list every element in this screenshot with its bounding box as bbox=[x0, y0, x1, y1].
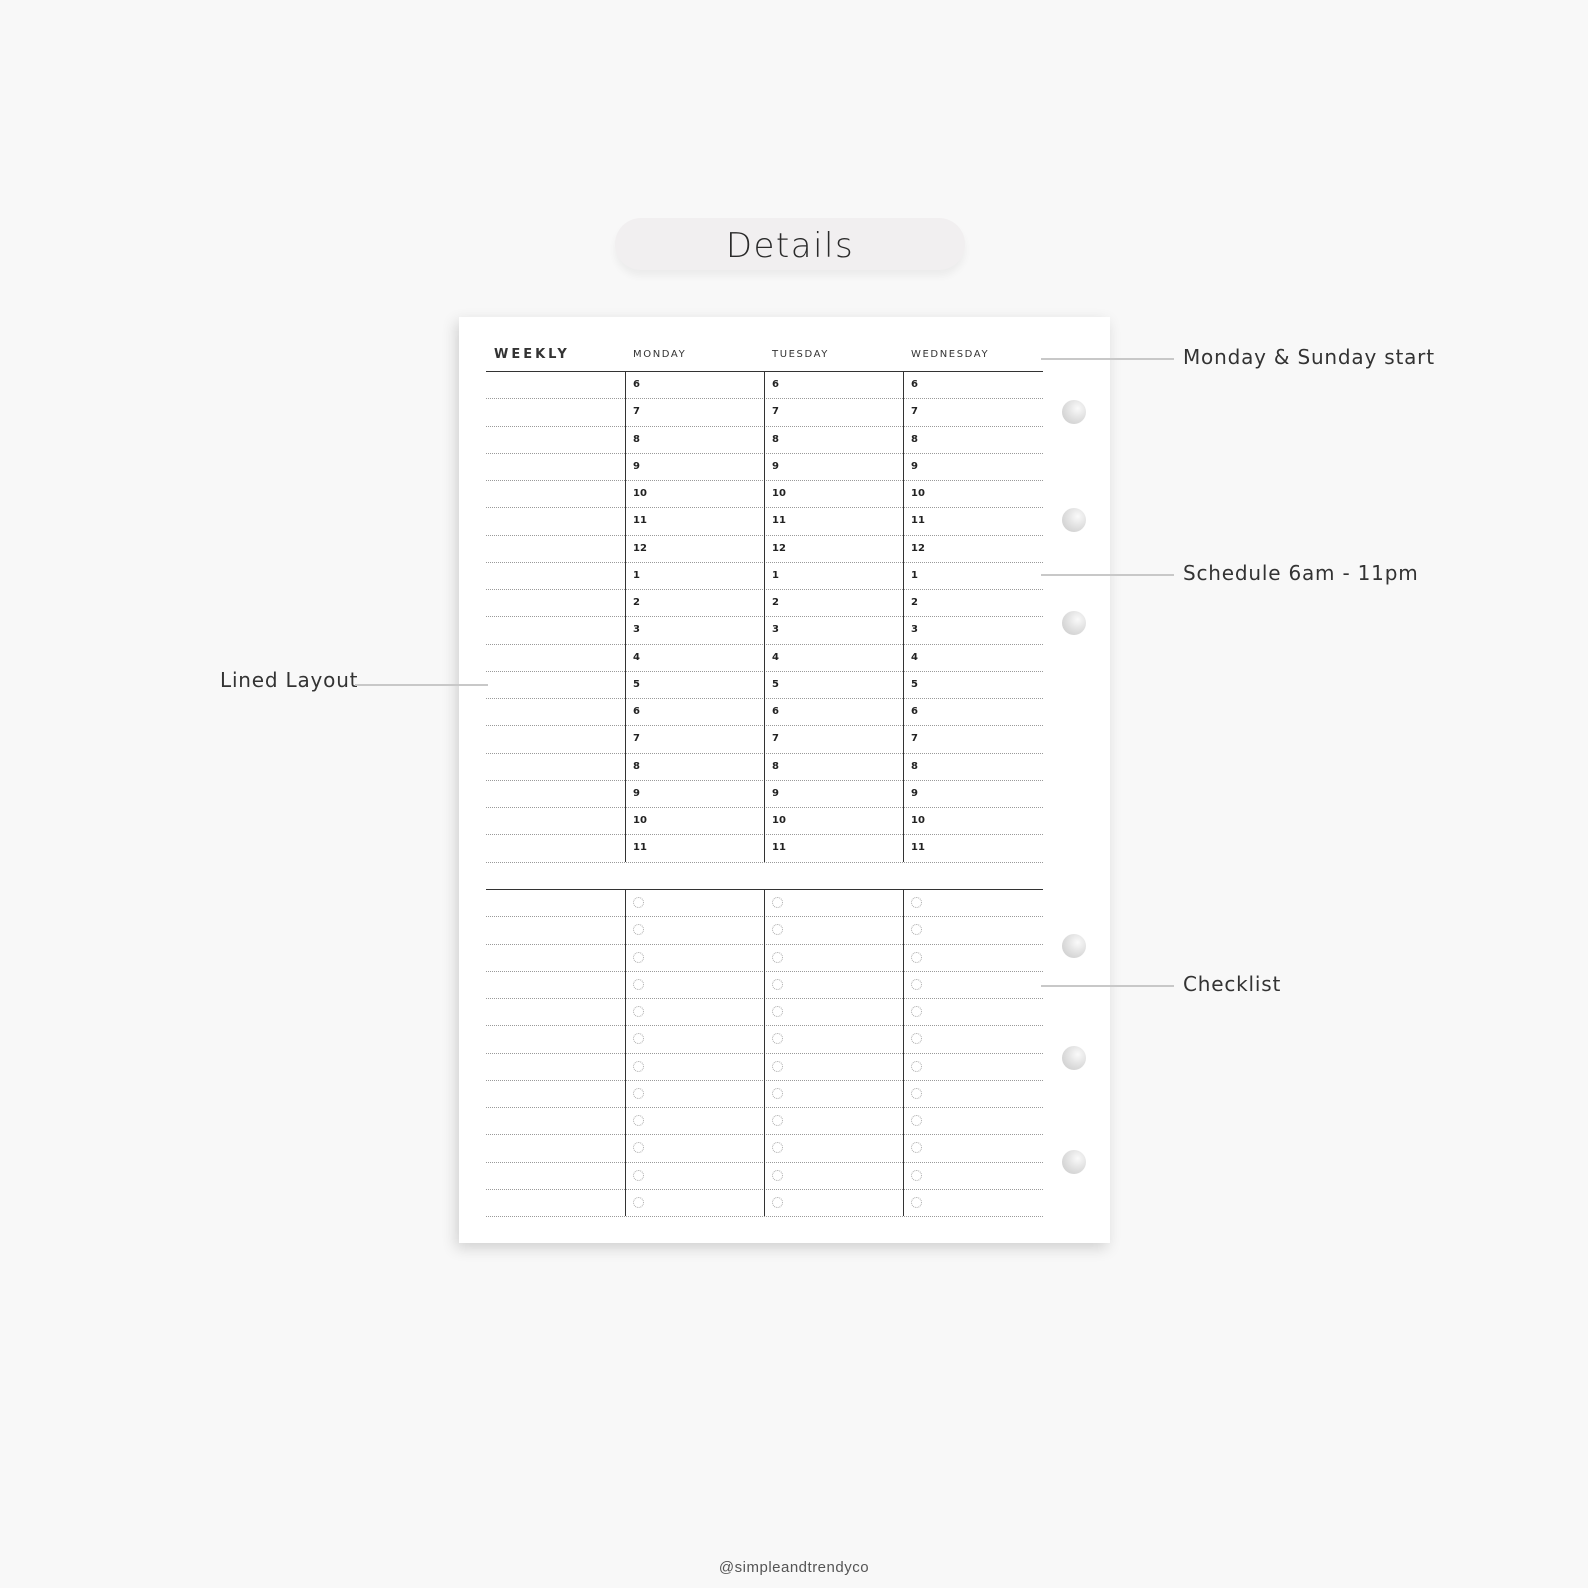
day-header-2: TUESDAY bbox=[772, 349, 829, 360]
hour-label: 3 bbox=[772, 624, 779, 636]
hour-label: 8 bbox=[633, 433, 640, 445]
checkbox-circle bbox=[911, 952, 922, 963]
hour-label: 3 bbox=[911, 624, 918, 636]
schedule-row-line bbox=[486, 862, 1043, 863]
callout-start: Monday & Sunday start bbox=[1183, 345, 1435, 369]
hour-label: 8 bbox=[633, 760, 640, 772]
hour-label: 6 bbox=[633, 379, 640, 390]
hour-label: 8 bbox=[911, 433, 918, 445]
binder-hole bbox=[1062, 934, 1086, 958]
checkbox-circle bbox=[911, 1197, 922, 1208]
checkbox-circle bbox=[911, 1115, 922, 1126]
hour-label: 11 bbox=[911, 842, 925, 854]
hour-label: 10 bbox=[911, 488, 925, 499]
checkbox-circle bbox=[911, 897, 922, 908]
column-divider bbox=[764, 889, 765, 1216]
hour-label: 7 bbox=[772, 406, 779, 418]
checkbox-circle bbox=[633, 1061, 644, 1072]
hour-label: 10 bbox=[633, 488, 647, 499]
checkbox-circle bbox=[911, 924, 922, 935]
checkbox-circle bbox=[911, 1006, 922, 1017]
hour-label: 11 bbox=[633, 842, 647, 854]
hour-label: 2 bbox=[633, 597, 640, 608]
hour-label: 7 bbox=[633, 733, 640, 745]
hour-label: 1 bbox=[772, 569, 779, 581]
checkbox-circle bbox=[772, 1033, 783, 1044]
footer-handle: @simpleandtrendyco bbox=[718, 1559, 870, 1576]
column-divider bbox=[903, 889, 904, 1216]
checkbox-circle bbox=[772, 952, 783, 963]
hour-label: 9 bbox=[772, 787, 779, 799]
hour-label: 1 bbox=[633, 569, 640, 581]
hour-label: 5 bbox=[772, 678, 779, 690]
checkbox-circle bbox=[633, 1197, 644, 1208]
checkbox-circle bbox=[633, 1170, 644, 1181]
checkbox-circle bbox=[633, 897, 644, 908]
hour-label: 4 bbox=[911, 651, 918, 663]
checkbox-circle bbox=[772, 1088, 783, 1099]
column-divider bbox=[625, 889, 626, 1216]
checkbox-circle bbox=[633, 1088, 644, 1099]
callout-line-lined bbox=[355, 684, 488, 686]
hour-label: 7 bbox=[633, 406, 640, 418]
checkbox-circle bbox=[633, 979, 644, 990]
checkbox-circle bbox=[772, 1170, 783, 1181]
checkbox-circle bbox=[911, 1088, 922, 1099]
hour-label: 6 bbox=[772, 379, 779, 390]
hour-label: 5 bbox=[911, 678, 918, 690]
hour-label: 2 bbox=[911, 597, 918, 608]
callout-line-start bbox=[1041, 358, 1174, 360]
callout-checklist: Checklist bbox=[1183, 972, 1282, 996]
checkbox-circle bbox=[633, 952, 644, 963]
binder-hole bbox=[1062, 1046, 1086, 1070]
checkbox-circle bbox=[633, 1142, 644, 1153]
checkbox-circle bbox=[772, 897, 783, 908]
hour-label: 9 bbox=[911, 460, 918, 472]
hour-label: 8 bbox=[772, 760, 779, 772]
title-banner bbox=[615, 218, 965, 270]
hour-label: 11 bbox=[633, 515, 647, 527]
checkbox-circle bbox=[633, 1006, 644, 1017]
hour-label: 7 bbox=[911, 733, 918, 745]
day-header-1: MONDAY bbox=[633, 349, 687, 360]
hour-label: 12 bbox=[911, 542, 925, 554]
checklist-row-line bbox=[486, 1216, 1043, 1217]
checkbox-circle bbox=[911, 1061, 922, 1072]
checkbox-circle bbox=[911, 1170, 922, 1181]
hour-label: 10 bbox=[772, 815, 786, 826]
column-divider bbox=[764, 371, 765, 862]
hour-label: 6 bbox=[633, 706, 640, 717]
hour-label: 12 bbox=[633, 542, 647, 554]
hour-label: 10 bbox=[772, 488, 786, 499]
checkbox-circle bbox=[633, 1115, 644, 1126]
hour-label: 4 bbox=[772, 651, 779, 663]
binder-hole bbox=[1062, 1150, 1086, 1174]
checkbox-circle bbox=[633, 1033, 644, 1044]
column-divider bbox=[625, 371, 626, 862]
binder-hole bbox=[1062, 400, 1086, 424]
checkbox-circle bbox=[772, 979, 783, 990]
hour-label: 6 bbox=[772, 706, 779, 717]
callout-line-schedule bbox=[1041, 574, 1174, 576]
hour-label: 9 bbox=[633, 787, 640, 799]
page-title: Details bbox=[725, 226, 855, 266]
hour-label: 10 bbox=[911, 815, 925, 826]
planner-heading: WEEKLY bbox=[494, 347, 570, 362]
hour-label: 9 bbox=[633, 460, 640, 472]
hour-label: 11 bbox=[911, 515, 925, 527]
checkbox-circle bbox=[772, 924, 783, 935]
checkbox-circle bbox=[772, 1142, 783, 1153]
hour-label: 12 bbox=[772, 542, 786, 554]
hour-label: 9 bbox=[772, 460, 779, 472]
callout-schedule: Schedule 6am - 11pm bbox=[1183, 561, 1419, 585]
checkbox-circle bbox=[772, 1197, 783, 1208]
hour-label: 11 bbox=[772, 515, 786, 527]
checkbox-circle bbox=[911, 1142, 922, 1153]
hour-label: 10 bbox=[633, 815, 647, 826]
checkbox-circle bbox=[772, 1006, 783, 1017]
hour-label: 8 bbox=[772, 433, 779, 445]
planner-page bbox=[459, 317, 1110, 1243]
binder-hole bbox=[1062, 611, 1086, 635]
hour-label: 4 bbox=[633, 651, 640, 663]
hour-label: 6 bbox=[911, 379, 918, 390]
checkbox-circle bbox=[911, 1033, 922, 1044]
checkbox-circle bbox=[772, 1061, 783, 1072]
hour-label: 7 bbox=[772, 733, 779, 745]
checkbox-circle bbox=[633, 924, 644, 935]
hour-label: 7 bbox=[911, 406, 918, 418]
callout-lined: Lined Layout bbox=[220, 668, 359, 692]
column-divider bbox=[903, 371, 904, 862]
binder-hole bbox=[1062, 508, 1086, 532]
hour-label: 9 bbox=[911, 787, 918, 799]
hour-label: 2 bbox=[772, 597, 779, 608]
checkbox-circle bbox=[911, 979, 922, 990]
hour-label: 11 bbox=[772, 842, 786, 854]
hour-label: 6 bbox=[911, 706, 918, 717]
checkbox-circle bbox=[772, 1115, 783, 1126]
hour-label: 5 bbox=[633, 678, 640, 690]
hour-label: 8 bbox=[911, 760, 918, 772]
hour-label: 3 bbox=[633, 624, 640, 636]
hour-label: 1 bbox=[911, 569, 918, 581]
callout-line-checklist bbox=[1041, 985, 1174, 987]
day-header-3: WEDNESDAY bbox=[911, 349, 990, 360]
